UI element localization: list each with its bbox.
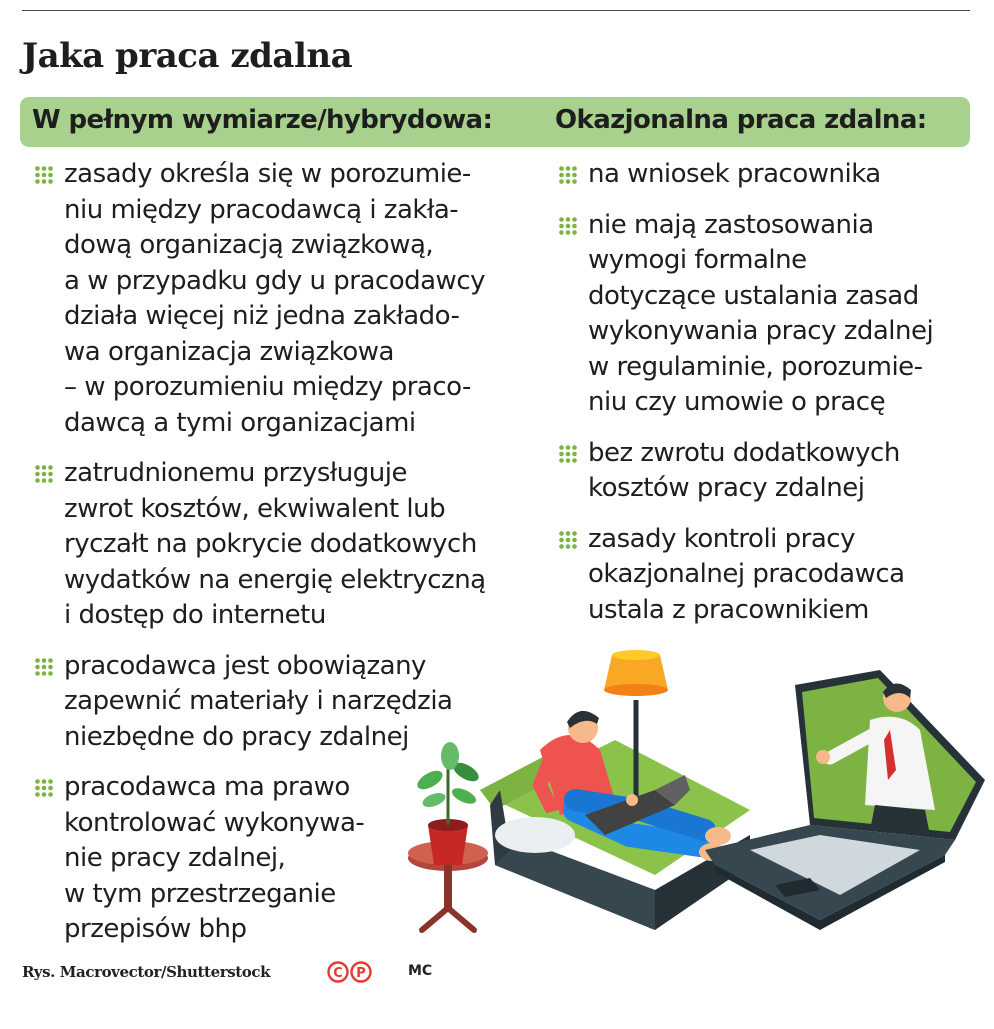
list-item-text: pracodawca jest obowiązany zapewnić materiały i narzędzia niezbędne do pracy zdalnej (64, 650, 453, 752)
copyright-press-icon (326, 960, 374, 984)
column-header-bar (20, 97, 970, 147)
dot-grid-bullet-icon (558, 444, 578, 464)
page-title: Jaka praca zdalna (22, 36, 353, 76)
list-occasional (558, 157, 978, 643)
press-letter: P (356, 966, 366, 981)
illustration-credit: Rys. Macrovector/Shutterstock (22, 963, 271, 981)
list-item-text: na wniosek pracownika (588, 159, 881, 189)
list-item-text: bez zwrotu dodatkowych kosztów pracy zdalnej (588, 437, 900, 503)
dot-grid-bullet-icon (34, 464, 54, 484)
list-item (558, 208, 978, 421)
author-initials: MC (408, 963, 433, 979)
list-item (558, 522, 978, 629)
dot-grid-bullet-icon (34, 778, 54, 798)
column-header-occasional: Okazjonalna praca zdalna: (555, 105, 927, 135)
dot-grid-bullet-icon (558, 530, 578, 550)
laptop-video-call-icon (705, 670, 985, 930)
list-item-text: nie mają zastosowania wymogi formalne dotyczące ustalania zasad wykonywania pracy zdalnej w regulaminie, porozumie- niu czy umowie o pracę (588, 209, 934, 417)
list-item-text: zasady kontroli pracy okazjonalnej pracodawca ustala z pracownikiem (588, 523, 905, 625)
copyright-letter: C (333, 966, 343, 981)
column-header-full-time: W pełnym wymiarze/hybrydowa: (32, 105, 493, 135)
dot-grid-bullet-icon (34, 657, 54, 677)
top-divider (22, 10, 970, 11)
list-item-text: zatrudnionemu przysługuje zwrot kosztów, ekwiwalent lub ryczałt na pokrycie dodatkowych wydatków na energię elektryczną i dostęp do internetu (64, 458, 486, 630)
list-item (558, 157, 978, 193)
list-item (34, 456, 534, 634)
remote-work-illustration (400, 640, 990, 940)
dot-grid-bullet-icon (558, 165, 578, 185)
dot-grid-bullet-icon (34, 165, 54, 185)
list-item-text: pracodawca ma prawo kontrolować wykonywa- nie pracy zdalnej, w tym przestrzeganie przepisów bhp (64, 772, 365, 944)
list-item-text: zasady określa się w porozumie- niu między pracodawcą i zakła- dową organizacją związkową, a w przypadku gdy u pracodawcy działa więcej niż jedna zakłado- wa organizacja związkowa – w porozumieniu między praco- dawcą a tymi organizacjami (64, 159, 486, 438)
dot-grid-bullet-icon (558, 216, 578, 236)
list-item (558, 436, 978, 507)
list-item (34, 157, 534, 441)
